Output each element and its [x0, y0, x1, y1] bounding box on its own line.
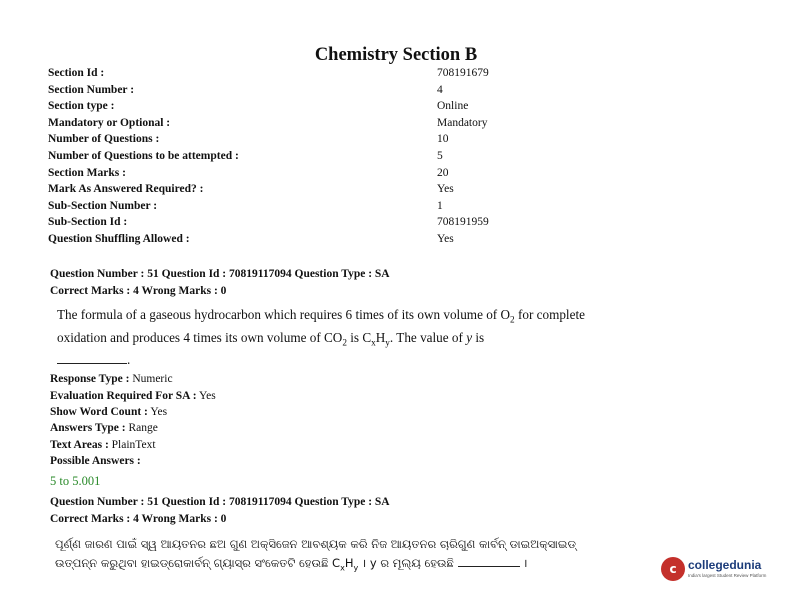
meta-key: Possible Answers : [50, 455, 141, 468]
section-info-row [48, 117, 648, 134]
section-info-value: Online [437, 100, 469, 113]
question-text [57, 306, 587, 368]
section-info-table [48, 67, 648, 250]
section-info-row [48, 150, 648, 167]
question-text-segment: for complete oxidation and produces 4 times its own volume of CO [57, 307, 585, 345]
meta-value: PlainText [108, 438, 156, 451]
section-info-value: 708191679 [437, 67, 489, 79]
section-info-value: 20 [437, 166, 449, 179]
question-text-segment: . [127, 352, 131, 368]
section-info-row [48, 183, 648, 200]
section-info-label: Section Id : [48, 67, 105, 79]
meta-value: Numeric [129, 373, 173, 386]
section-info-label: Mark As Answered Required? : [48, 183, 204, 196]
question-header: Question Number : 51 Question Id : 70819117094 Question Type : SA [50, 496, 390, 508]
subscript: y [353, 563, 359, 573]
section-info-row [48, 84, 648, 101]
answer-blank [57, 353, 127, 364]
section-info-row [48, 216, 648, 233]
section-info-row [48, 167, 648, 184]
question-text-odia [55, 535, 615, 577]
section-info-row [48, 67, 648, 84]
subscript: x [371, 337, 376, 348]
possible-answer: 5 to 5.001 [50, 473, 101, 488]
section-info-label: Mandatory or Optional : [48, 116, 171, 129]
meta-value: Range [125, 422, 158, 435]
meta-key: Text Areas : [50, 438, 109, 451]
section-info-label: Section type : [48, 100, 115, 113]
question-block-odia [50, 496, 610, 577]
section-info-label: Number of Questions to be attempted : [48, 149, 239, 162]
subscript: x [340, 563, 345, 573]
meta-row [50, 422, 610, 438]
question-text-segment: . The value of [389, 329, 467, 345]
question-text-segment: H [344, 556, 354, 570]
meta-row [50, 406, 610, 422]
section-info-row [48, 233, 648, 250]
question-marks: Correct Marks : 4 Wrong Marks : 0 [50, 284, 227, 297]
question-text-segment: is C [346, 329, 372, 345]
meta-row [50, 439, 610, 455]
section-info-value: Yes [437, 183, 454, 196]
subscript: y [385, 337, 390, 348]
meta-value: Yes [147, 406, 168, 419]
logo-icon: c [661, 557, 685, 581]
logo-tagline: India's largest Student Review Platform [688, 573, 767, 578]
meta-value: Yes [196, 389, 216, 402]
section-info-row [48, 100, 648, 117]
question-text-segment: H [375, 329, 386, 345]
section-info-value: 1 [437, 199, 443, 212]
subscript: 2 [342, 337, 347, 348]
section-info-label: Sub-Section Id : [48, 216, 128, 229]
section-info-value: Yes [437, 232, 454, 245]
logo-name: collegedunia [688, 558, 762, 572]
section-info-label: Sub-Section Number : [48, 199, 158, 212]
section-info-value: 10 [437, 133, 449, 146]
question-meta [50, 373, 610, 471]
question-header: Question Number : 51 Question Id : 70819117094 Question Type : SA [50, 268, 390, 280]
section-info-row [48, 133, 648, 150]
question-block-english [50, 268, 610, 492]
meta-key: Answers Type : [50, 422, 126, 435]
meta-row [50, 390, 610, 406]
meta-row [50, 373, 610, 389]
question-text-segment: is [472, 329, 485, 345]
meta-key: Show Word Count : [50, 406, 148, 419]
page-title: Chemistry Section B [314, 45, 478, 65]
section-info-value: 4 [437, 83, 443, 96]
collegedunia-logo [661, 557, 769, 583]
question-text-segment: ପୂର୍ଣ୍ଣ ଜାରଣ ପାଇଁ ସ୍ୱ ଆୟତନର ଛଅ ଗୁଣ ଅକ୍ସିଜେନ ଆବଶ୍ୟକ କରି ନିଜ ଆୟତନର ଚାରିଗୁଣ କାର୍ବନ୍ ଡାଇଅକ୍ସାଇଡ୍ ଉତ୍ପନ୍ନ କରୁଥିବା ହାଇଡ୍ରୋକାର୍ବନ୍ ଗ୍ୟାସ୍‌ର ସଂକେତଟି ହେଉଛି C [55, 537, 577, 570]
variable: y [466, 329, 473, 345]
question-text-segment: । y ର ମୂଲ୍ୟ ହେଉଛି [358, 556, 458, 570]
section-info-label: Question Shuffling Allowed : [48, 232, 190, 245]
question-text-segment: । [519, 556, 528, 570]
answer-blank [458, 556, 520, 567]
section-info-value: 708191959 [437, 216, 489, 229]
section-info-value: Mandatory [437, 116, 488, 129]
meta-key: Evaluation Required For SA : [50, 389, 197, 402]
subscript: 2 [510, 314, 515, 325]
meta-key: Response Type : [50, 373, 130, 386]
question-marks: Correct Marks : 4 Wrong Marks : 0 [50, 512, 227, 525]
section-info-label: Number of Questions : [48, 133, 160, 146]
section-info-value: 5 [437, 149, 443, 162]
meta-row [50, 455, 610, 471]
section-info-label: Section Marks : [48, 166, 126, 179]
section-info-label: Section Number : [48, 83, 135, 96]
question-text-segment: The formula of a gaseous hydrocarbon which requires 6 times of its own volume of O [57, 307, 511, 322]
section-info-row [48, 200, 648, 217]
